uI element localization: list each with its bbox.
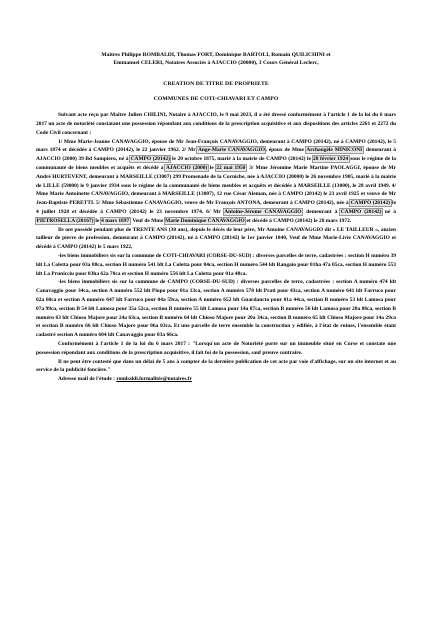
text-run: . 3/ Mme Jéromine Marie Martine PAOLAGGI, épouse de Mr André HURTEVENT, demeurant à MARSEILLE (13007) 299 Promenade de la Corniche, née à AJACCIO (20000) le 26 novembre 1905, marié à la mairie de LILLE (59000) le 9 janvier 1934 sous le régime de la communauté de biens meubles et acquêts et décédée à MARSEILLE (13000), le 28 avril 1949. 4/ Mme Marie Antoinette CANAVAGGIO, demeurant à MARSEILLE (13007), 12 rue César Aleman, née à CAMPO (20142) le 23 avril 1925 et veuve de Mr Jean-Baptiste PERETTI. 5/ Mme Sébastienne CANAVAGGIO, veuve de Mr François ANTONA, demeurant à CAMPO (20142), née à <box>36 164 396 207</box>
email-link[interactable]: rombaldi.formalités@notaires.fr <box>116 376 192 383</box>
contact-paragraph <box>36 375 396 384</box>
document-subtitle: COMMUNES DE COTI-CHIAVARI ET CAMPO <box>153 96 279 103</box>
highlighted-place: CAMPO (20142) <box>350 200 390 207</box>
text-run: le <box>207 164 216 171</box>
highlighted-name: Archangèle MINICONI <box>306 147 363 154</box>
text-run: le 4 juillet 1928 et décédée à CAMPO (20142) le 23 novembre 1974. 6/ Mr <box>36 200 396 215</box>
text-run: 1/ Mme Marie-Jeanne CANAVAGGIO, épouse de Mr Jean-François CANAVAGGIO, demeurant à CAMPO (20142), né à CAMPO (20142), le 5 mars 1874 et décédée à CAMPO (20142), le 22 janvier 1962. 2/ Mr <box>36 138 396 154</box>
owners-paragraph <box>36 138 396 226</box>
law-article-paragraph: Conformément à l'article 1 de la loi du 6 mars 2017 : "Lorsqu'un acte de Notoriété porte sur un immeuble situé en Corse et constate une possession répondant aux conditions de la prescription acquisitive, il fait foi de la possession, sauf preuve contraire. <box>36 340 396 356</box>
notary-header <box>42 52 390 67</box>
coti-chiavari-parcels-paragraph: -les biens immobiliers sis sur la commune de COTI-CHIAVARI (CORSE-DU-SUD) : diverses parcelles de terre, cadastrées : section H numéro 39 ldt La Coletta pour 03a 80ca, section H numéro 541 ldt La Coletta pour 84ca, section H numéro 544 ldt Rangaio pour 01ha 47a 05ca, section H numéro 553 ldt La Prunicciu pour 03ha 62a 70ca et section H numéro 556 ldt La Coletta pour 01a 48ca. <box>36 252 396 277</box>
text-run: le <box>93 217 101 224</box>
text-run: le 20 octobre 1875, marié à la mairie de CAMPO (20142) le <box>170 156 313 163</box>
text-run: sous le régime de la communauté de biens meubles et acquêts et décédé à <box>36 156 396 171</box>
text-run: , Veuf de Mme <box>129 217 165 224</box>
highlighted-place: AJACCIO (2000) <box>165 164 208 171</box>
document-title: CREATION DE TITRE DE PROPRIETE <box>163 81 269 88</box>
highlighted-place: CAMPO (20142) <box>130 156 170 163</box>
highlighted-name: Marie Dominique CANAVAGGIO <box>165 217 245 224</box>
header-line: Maîtres Philippe ROMBALDI, Thomas FORT, Dominique BARTOLI, Romain QUILICHINI et <box>101 52 331 58</box>
document-body <box>36 111 396 384</box>
highlighted-date: 22 mai 1950 <box>216 164 246 171</box>
highlighted-name: Antoine-Jérome CANAVAGGIO <box>224 208 302 215</box>
header-line: Emmanuel CELERI, Notaires Associés à AJACCIO (20000), 3 Cours Général Leclerc, <box>113 59 319 66</box>
text-run: né à <box>381 208 397 215</box>
highlighted-place: PIETROSELLA (20167) <box>36 217 94 224</box>
email-label: Adresse mail de l'étude : <box>58 376 117 383</box>
text-run: , demeurant à <box>301 208 341 215</box>
text-run: , époux de Mme <box>265 147 306 154</box>
highlighted-date: 28 février 1924 <box>313 156 349 163</box>
campo-parcels-paragraph: -les biens immobiliers sis sur la commune de CAMPO (CORSE-DU-SUD) : diverses parcelles de terre, cadastrées : section A numéro 474 ldt Canavaggio pour 34ca, section A numéro 552 ldt Piopo pour 01a 13ca, section A numéro 578 ldt Prati pour 43ca, section A numéro 641 ldt Farruco pour 02a 60ca et section A numéro 647 ldt Farruco pour 04a 59ca, section A numéro 652 ldt Guardancto pour 01a 44ca, section B numéro 53 ldt Lamosa pour 07a 99ca, section B 54 ldt Lamosa pour 35a 52ca, section B numéro 55 ldt Lamosa pour 14a 87ca, section B numéro 56 ldt Lamosa pour 28a 88ca, section B numéro 63 ldt Chioso Majore pour 24a 63ca, section B numéro 64 ldt Chioso Majore pour 20a 34ca, section B numéro 65 ldt Chioso Majore pour 14a 29ca et section B numéro 66 ldt Chioso Majore pour 06a 03ca. Et une parcelle de terre ensemble la construction y édifiée, à l'état de ruines, l'ensemble étant cadastré section A numéro 604 ldt Canavaggio pour 03a 66ca. <box>36 279 396 339</box>
intro-paragraph: Suivant acte reçu par Maître Julien CHILINI, Notaire à AJACCIO, le 9 mai 2023, il a été dressé conformément à l'article 1 de la loi du 6 mars 2017 un acte de notoriété constatant une possession répondant aux conditions de la prescription acquisitive et aux dispositions des articles 2261 et 2272 du Code Civil concernant : <box>36 112 396 136</box>
possession-paragraph: Ils ont possédé pendant plus de TRENTE ANS (30 ans), depuis le décès de leur père, Mr Antoine CANAVAGGIO dit « LE TAILLEUR », ancien tailleur de pierre de profession, demeurant à CAMPO (20142), né à CAMPO (20142) le 1er janvier 1840, Veuf de Mme Marie-Livie CANAVAGGIO et décédé à CAMPO (20142) le 5 mars 1922, <box>36 226 396 251</box>
highlighted-place: CAMPO (20142) <box>340 208 382 215</box>
highlighted-date: 4 mars 1897 <box>101 217 130 224</box>
highlighted-name: Ange-Marie CANAVAGGIO <box>197 147 265 154</box>
text-run: , demeurant à AJACCIO (2000) 39 Bd Sampiero, né à <box>36 147 397 163</box>
contest-delay-paragraph: Il ne peut être contesté que dans un délai de 5 ans à compter de la dernière publication de cet acte par voie d'affichage, sur un site internet et au service de la publicité foncière." <box>36 358 396 374</box>
text-run: et décédé à CAMPO (20142) le 28 mars 1972. <box>245 217 352 224</box>
